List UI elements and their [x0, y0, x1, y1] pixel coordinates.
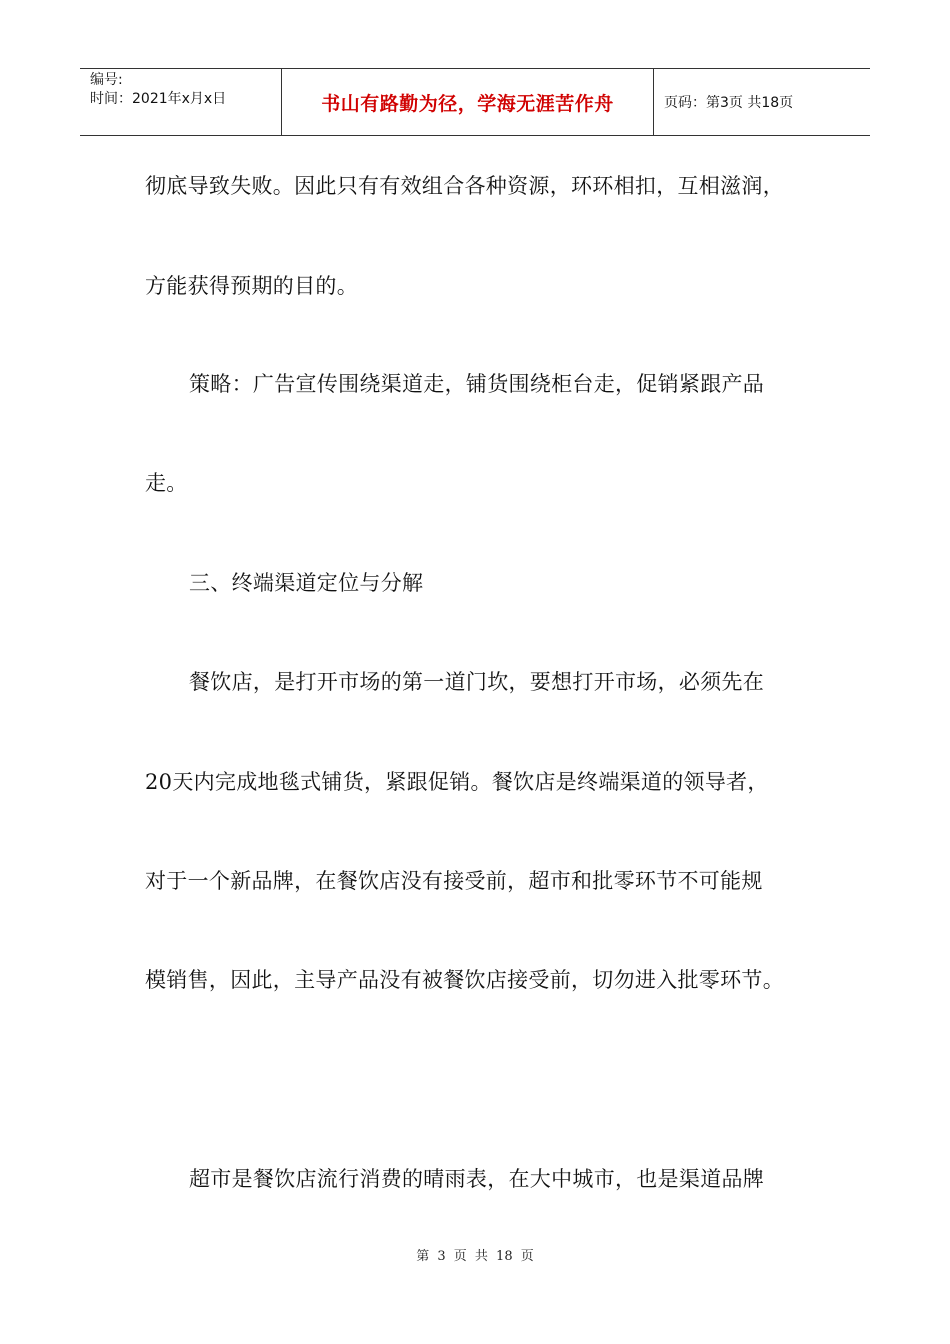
body-line: 20天内完成地毯式铺货，紧跟促销。餐饮店是终端渠道的领导者， [145, 770, 769, 794]
body-line: 对于一个新品牌，在餐饮店没有接受前，超市和批零环节不可能规 [145, 869, 763, 893]
document-header [80, 68, 870, 136]
body-line: 模销售，因此，主导产品没有被餐饮店接受前，切勿进入批零环节。 [145, 968, 784, 992]
header-page-info: 页码：第3页 共18页 [664, 95, 794, 111]
header-motto: 书山有路勤为径，学海无涯苦作舟 [282, 69, 654, 135]
body-line: 策略：广告宣传围绕渠道走，铺货围绕柜台走，促销紧跟产品 [189, 372, 765, 396]
body-line: 超市是餐饮店流行消费的晴雨表，在大中城市，也是渠道品牌 [189, 1167, 765, 1191]
section-heading: 三、终端渠道定位与分解 [189, 571, 424, 595]
time-label: 时间：2021年x月x日 [90, 91, 227, 107]
page-footer: 第 3 页 共 18 页 [416, 1249, 534, 1264]
body-line: 方能获得预期的目的。 [145, 274, 358, 298]
header-meta-cell [80, 69, 282, 135]
body-line: 彻底导致失败。因此只有有效组合各种资源，环环相扣，互相滋润， [145, 174, 784, 198]
number-label: 编号: [90, 72, 123, 88]
body-line: 餐饮店，是打开市场的第一道门坎，要想打开市场，必须先在 [189, 670, 765, 694]
body-line: 走。 [145, 471, 188, 495]
